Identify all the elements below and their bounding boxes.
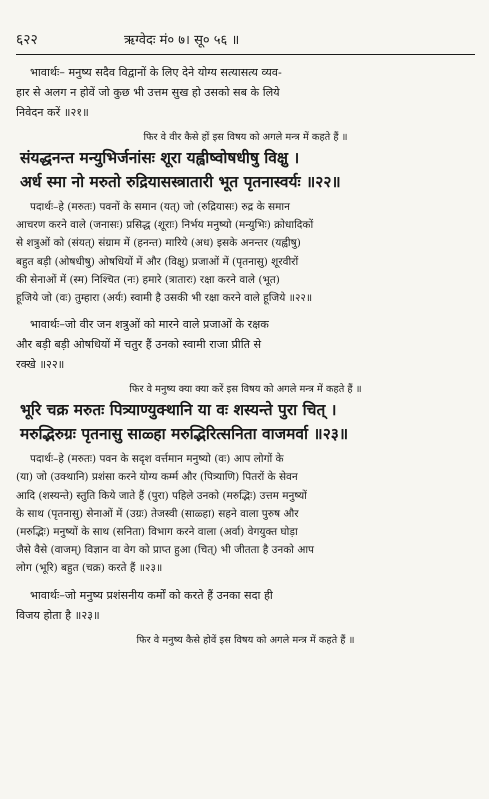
text-line: से शत्रुओं को (संयत्) संग्राम में (हनन्त) मारिये (अध) इसके अनन्तर (यह्वीषु) bbox=[16, 237, 301, 250]
text-line: पदार्थः–हे (मरुतः) पवन के सदृश वर्त्तमान मनुष्यो (वः) आप लोगों के bbox=[30, 453, 284, 466]
text-line: पदार्थः–हे (मरुतः) पवनों के समान (यत्) जो (रुद्रियासः) रुद्र के समान bbox=[30, 201, 290, 213]
bhavartha-23 bbox=[16, 586, 475, 626]
running-head: ऋग्वेदः मं० ७। सू० ५६ ॥ bbox=[124, 33, 240, 48]
text-line: और बड़ी बड़ी ओषधियों में चतुर हैं उनको स्वामी राजा प्रीति से bbox=[16, 338, 262, 352]
text-line: के साथ (पृतनासु) सेनाओं में (उग्रः) तेजस्वी (साळ्हा) सहने वाला पुरुष और bbox=[16, 507, 299, 520]
mantra-23 bbox=[16, 398, 475, 446]
text-line: हार से अलग न होवें जो कुछ भी उत्तम सुख हो उसको सब के लिये bbox=[16, 86, 280, 99]
text-line: विजय होता है ॥२३॥ bbox=[16, 608, 100, 622]
text-line: भावार्थः–जो वीर जन शत्रुओं को मारने वाले प्रजाओं के रक्षक bbox=[30, 318, 269, 332]
text-line: रक्खे ॥२२॥ bbox=[16, 358, 65, 372]
text-line: बहुत बड़ी (ओषधीषु) ओषधियों में और (विक्षु) प्रजाओं में (पृतनासु) शूरवीरों bbox=[16, 255, 299, 268]
text-line: की सेनाओं में (स्म) निश्चित (नः) हमारे (त्रातारः) रक्षा करने वाले (भूत) bbox=[16, 273, 280, 286]
bhavartha-21 bbox=[16, 63, 475, 123]
mantra-22 bbox=[16, 146, 475, 194]
text-line: निवेदन करें ॥२१॥ bbox=[16, 106, 89, 119]
mantra-line: मरुद्भिरुग्रः पृतनासु साळ्हा मरुद्भिरित्सनिता वाजमर्वा ॥२३॥ bbox=[20, 424, 349, 444]
text-line: भावार्थः– मनुष्य सदैव विद्वानों के लिए देने योग्य सत्यासत्य व्यव- bbox=[30, 66, 282, 79]
page-header bbox=[16, 26, 475, 52]
text-line: लोग (भूरि) बहुत (चक्र) करते हैं ॥२३॥ bbox=[16, 562, 163, 575]
mantra-intro-23: फिर वे मनुष्य क्या क्या करें इस विषय को अगले मन्त्र में कहते हैं ॥ bbox=[129, 384, 362, 396]
mantra-line: भूरि चक्र मरुतः पित्र्याण्युक्थानि या वः शस्यन्ते पुरा चित् । bbox=[20, 400, 337, 420]
text-line: आचरण करने वाले (जनासः) प्रसिद्ध (शूराः) निर्भय मनुष्यो (मन्युभिः) क्रोधादिकों bbox=[16, 219, 314, 232]
padartha-22 bbox=[16, 198, 475, 307]
header-rule bbox=[16, 54, 475, 55]
mantra-intro-22: फिर वे वीर कैसे हों इस विषय को अगले मन्त्र में कहते हैं ॥ bbox=[143, 132, 348, 143]
page-number: ६२२ bbox=[16, 32, 38, 48]
bhavartha-22 bbox=[16, 315, 475, 375]
padartha-23 bbox=[16, 450, 475, 577]
text-line: (या) जो (उक्थानि) प्रशंसा करने योग्य कर्म्म और (पित्र्याणि) पितरों के सेवन bbox=[16, 471, 298, 484]
mantra-line: अर्ध स्मा नो मरुतो रुद्रियासस्त्रातारी भूत पृतनास्वर्यः ॥२२॥ bbox=[20, 172, 341, 191]
mantra-line: संयद्धनन्त मन्युभिर्जनांसः शूरा यह्वीष्वोषधीषु विक्षु । bbox=[20, 148, 300, 167]
text-line: हूजिये जो (वः) तुम्हारा (अर्यः) स्वामी है उसकी भी रक्षा करने वाले हूजिये ॥२२॥ bbox=[16, 292, 313, 305]
text-line: भावार्थः–जो मनुष्य प्रशंसनीय कर्मों को करते हैं उनका सदा ही bbox=[30, 588, 273, 602]
text-line: (मरुद्भिः) मनुष्यों के साथ (सनिता) विभाग करने वाला (अर्वा) वेगयुक्त घोड़ा bbox=[16, 526, 298, 539]
text-line: जैसे वैसे (वाजम्) विज्ञान वा वेग को प्राप्त हुआ (चित्) भी जीतता है उनको आप bbox=[16, 544, 315, 557]
text-line: आदि (शस्यन्ते) स्तुति किये जाते हैं (पुरा) पहिले उनको (मरुद्भिः) उत्तम मनुष्यों bbox=[16, 489, 307, 502]
mantra-intro-24: फिर वे मनुष्य कैसे होवें इस विषय को अगले मन्त्र में कहते हैं ॥ bbox=[136, 634, 355, 646]
